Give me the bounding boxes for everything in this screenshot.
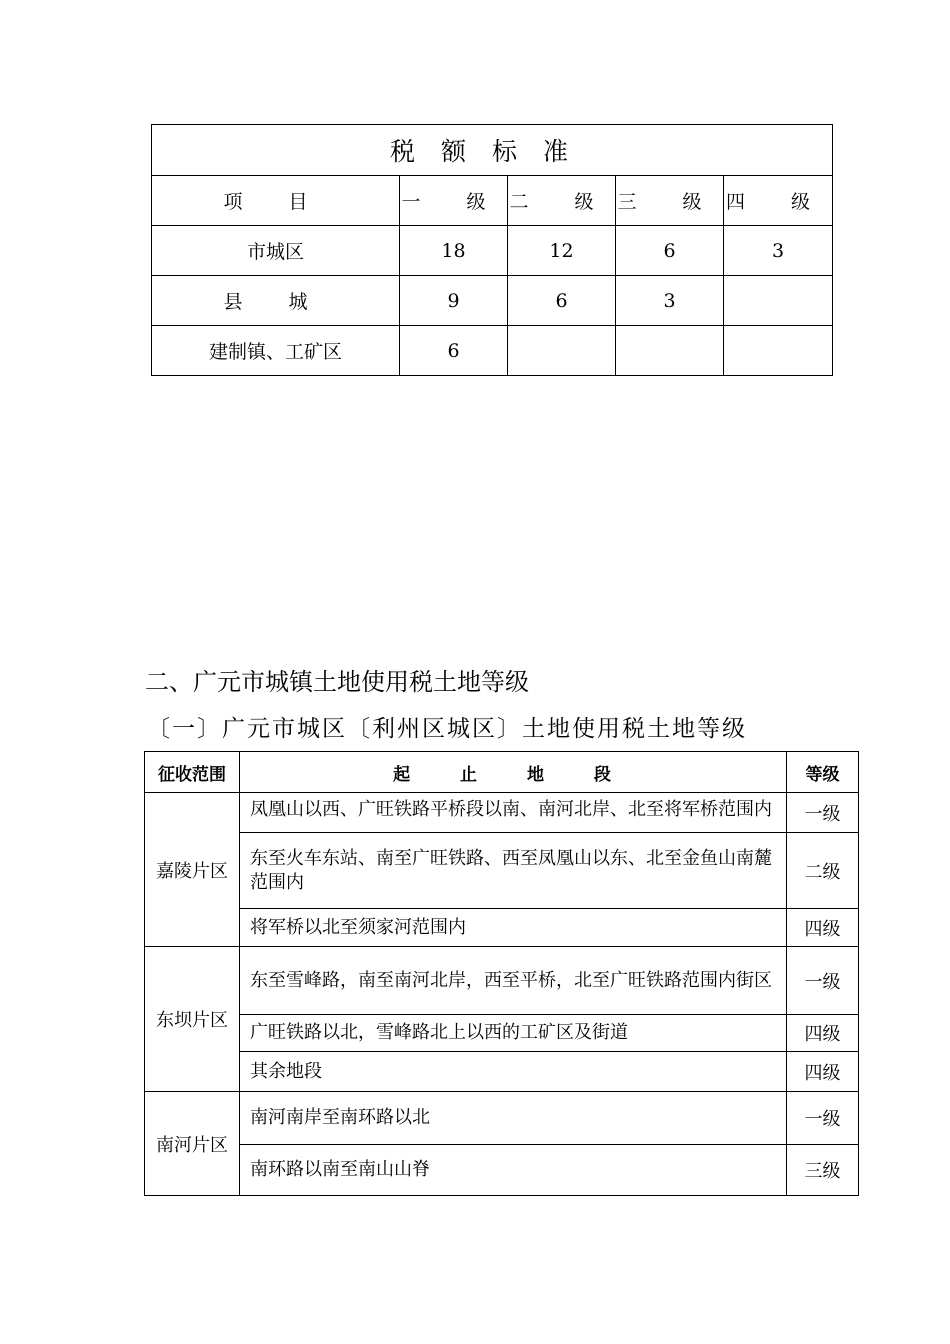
- header-item: 项 目: [152, 176, 400, 226]
- row-value: 6: [508, 276, 616, 326]
- tax-table-title: 税额标准: [152, 125, 833, 176]
- segment-cell: 南环路以南至南山山脊: [240, 1145, 787, 1196]
- row-value: [724, 326, 833, 376]
- segment-cell: 其余地段: [240, 1052, 787, 1092]
- grade-cell: 四级: [787, 909, 859, 947]
- area-cell: 东坝片区: [145, 947, 240, 1092]
- table-row: [145, 909, 859, 947]
- header-grade-1: 一 级: [400, 176, 508, 226]
- land-grade-table: [144, 751, 859, 1196]
- row-value: [616, 326, 724, 376]
- grade-cell: 三级: [787, 1145, 859, 1196]
- grade-cell: 一级: [787, 793, 859, 833]
- row-value: 3: [616, 276, 724, 326]
- grade-cell: 一级: [787, 947, 859, 1015]
- header-grade-2: 二 级: [508, 176, 616, 226]
- row-value: [724, 276, 833, 326]
- tax-rate-table: [151, 124, 833, 376]
- subsection-title: 〔一〕广元市城区〔利州区城区〕土地使用税土地等级: [147, 716, 747, 742]
- segment-cell: 东至火车东站、南至广旺铁路、西至凤凰山以东、北至金鱼山南麓范围内: [240, 833, 787, 909]
- grade-cell: 二级: [787, 833, 859, 909]
- row-value: 6: [400, 326, 508, 376]
- row-value: 3: [724, 226, 833, 276]
- row-value: 18: [400, 226, 508, 276]
- section-title: 二、广元市城镇土地使用税土地等级: [145, 668, 529, 696]
- table-row: [145, 1092, 859, 1145]
- grade-cell: 四级: [787, 1052, 859, 1092]
- row-value: 6: [616, 226, 724, 276]
- row-item: 县 城: [152, 276, 400, 326]
- segment-cell: 东至雪峰路，南至南河北岸，西至平桥，北至广旺铁路范围内街区: [240, 947, 787, 1015]
- segment-cell: 广旺铁路以北，雪峰路北上以西的工矿区及街道: [240, 1015, 787, 1052]
- segment-cell: 将军桥以北至须家河范围内: [240, 909, 787, 947]
- grade-cell: 四级: [787, 1015, 859, 1052]
- segment-text: 凤凰山以西、广旺铁路平桥段以南、南河北岸、北至将军桥范围内: [250, 798, 772, 820]
- row-value: 12: [508, 226, 616, 276]
- area-cell: 南河片区: [145, 1092, 240, 1196]
- header-grade: 等级: [787, 752, 859, 793]
- table-row: [152, 276, 833, 326]
- table-row: [152, 226, 833, 276]
- table-row: [152, 326, 833, 376]
- header-grade-4: 四 级: [724, 176, 833, 226]
- row-item: 建制镇、工矿区: [152, 326, 400, 376]
- table-row: [145, 1015, 859, 1052]
- table-row: [145, 833, 859, 909]
- area-cell: 嘉陵片区: [145, 793, 240, 947]
- table-row: [145, 1052, 859, 1092]
- header-grade-3: 三 级: [616, 176, 724, 226]
- segment-cell: [240, 793, 787, 833]
- header-segment: 起 止 地 段: [240, 752, 787, 793]
- table-row: [145, 793, 859, 833]
- table-row: [145, 1145, 859, 1196]
- header-area: 征收范围: [145, 752, 240, 793]
- row-value: 9: [400, 276, 508, 326]
- table-row: [145, 947, 859, 1015]
- grade-cell: 一级: [787, 1092, 859, 1145]
- row-value: [508, 326, 616, 376]
- segment-cell: 南河南岸至南环路以北: [240, 1092, 787, 1145]
- row-item: 市城区: [152, 226, 400, 276]
